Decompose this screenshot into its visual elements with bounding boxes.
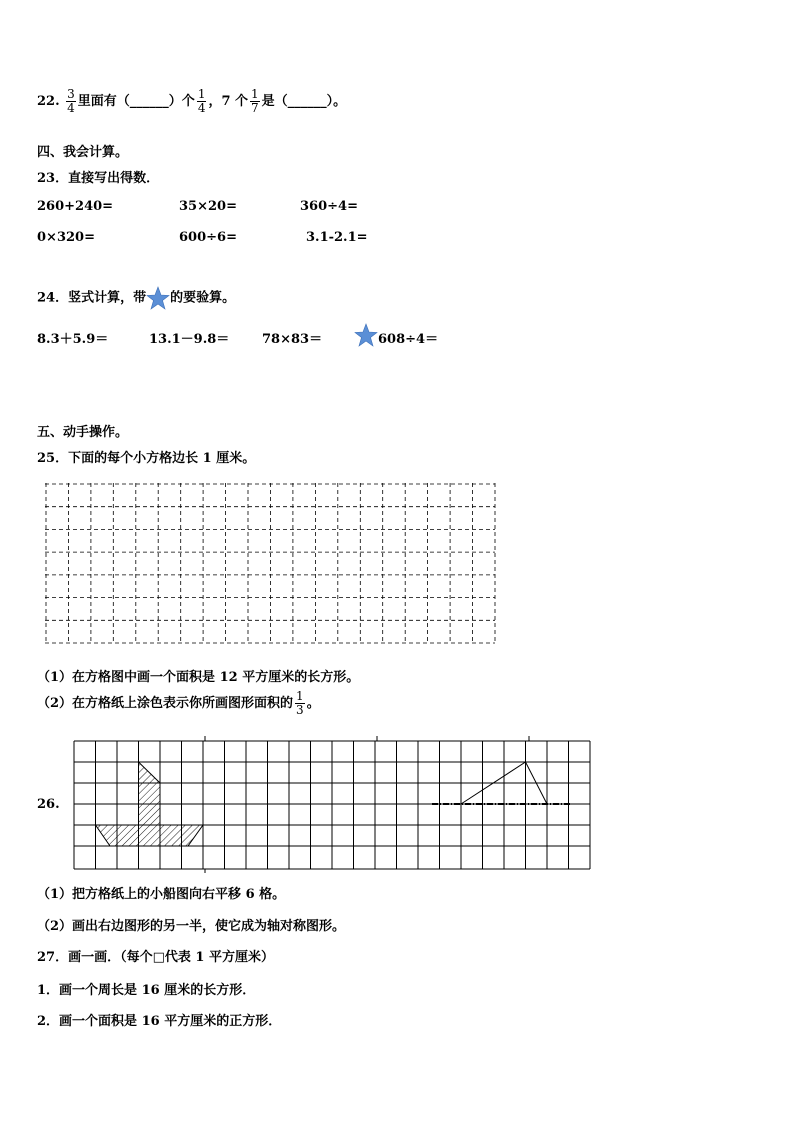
q24-item-2: 13.1－9.8＝: [149, 332, 230, 347]
frac-numerator: 3: [67, 87, 75, 101]
q22-text1: 里面有（______）个: [77, 94, 195, 109]
fraction-1-7: [250, 88, 260, 115]
q23-r2-c3: 3.1-2.1=: [306, 230, 368, 245]
q25-dashed-grid: [45, 483, 497, 645]
question-22: [37, 88, 346, 115]
q25-sub2: [37, 690, 320, 717]
q24-title-b: 的要验算。: [170, 290, 236, 306]
star-icon: [146, 286, 170, 310]
q25-title: 25．下面的每个小方格边长 1 厘米。: [37, 451, 256, 466]
q25-sub1: （1）在方格图中画一个面积是 12 平方厘米的长方形。: [37, 670, 360, 685]
frac-denominator: 4: [197, 101, 206, 115]
q27-item-2: 2．画一个面积是 16 平方厘米的正方形．: [37, 1014, 282, 1029]
q22-text2: ，7 个: [208, 94, 249, 109]
q27-item-1: 1．画一个周长是 16 厘米的长方形．: [37, 983, 256, 998]
q23-r1-c3: 360÷4=: [300, 199, 358, 214]
fraction-3-4: [66, 88, 76, 115]
q23-r1-c1: 260+240=: [37, 199, 114, 214]
star-icon: [354, 323, 378, 347]
section-5-heading: 五、动手操作。: [37, 425, 129, 440]
section-4-heading: 四、我会计算。: [37, 145, 129, 160]
q23-r1-c2: 35×20=: [179, 199, 237, 214]
q25-sub2-a: （2）在方格纸上涂色表示你所画图形面积的: [37, 696, 294, 711]
fraction-1-4: [197, 88, 207, 115]
frac-numerator: 1: [197, 87, 206, 101]
frac-denominator: 4: [67, 101, 75, 115]
q23-r2-c1: 0×320=: [37, 230, 95, 245]
q26-sub1: （1）把方格纸上的小船图向右平移 6 格。: [37, 887, 286, 902]
q24-item-1: 8.3＋5.9＝: [37, 332, 109, 347]
q24-title-a: 24．竖式计算，带: [37, 290, 147, 306]
q22-number: 22.: [37, 94, 60, 109]
q27-title: 27．画一画．（每个□代表 1 平方厘米）: [37, 950, 274, 965]
q24-item-4: 608÷4＝: [378, 332, 439, 347]
frac-denominator: 3: [296, 703, 304, 717]
q25-sub2-b: 。: [306, 696, 320, 711]
q22-text3: 是（______）。: [261, 94, 347, 109]
frac-numerator: 1: [251, 87, 259, 101]
q24-item-3: 78×83＝: [262, 332, 323, 347]
frac-numerator: 1: [296, 689, 304, 703]
q24-title: [37, 286, 235, 310]
q23-title: 23．直接写出得数．: [37, 171, 160, 186]
q23-r2-c2: 600÷6=: [179, 230, 237, 245]
fraction-1-3: [295, 690, 305, 717]
q26-boat-grid: [70, 735, 594, 873]
q26-sub2: （2）画出右边图形的另一半，使它成为轴对称图形。: [37, 919, 346, 934]
q26-number: 26.: [37, 797, 60, 812]
frac-denominator: 7: [251, 101, 259, 115]
